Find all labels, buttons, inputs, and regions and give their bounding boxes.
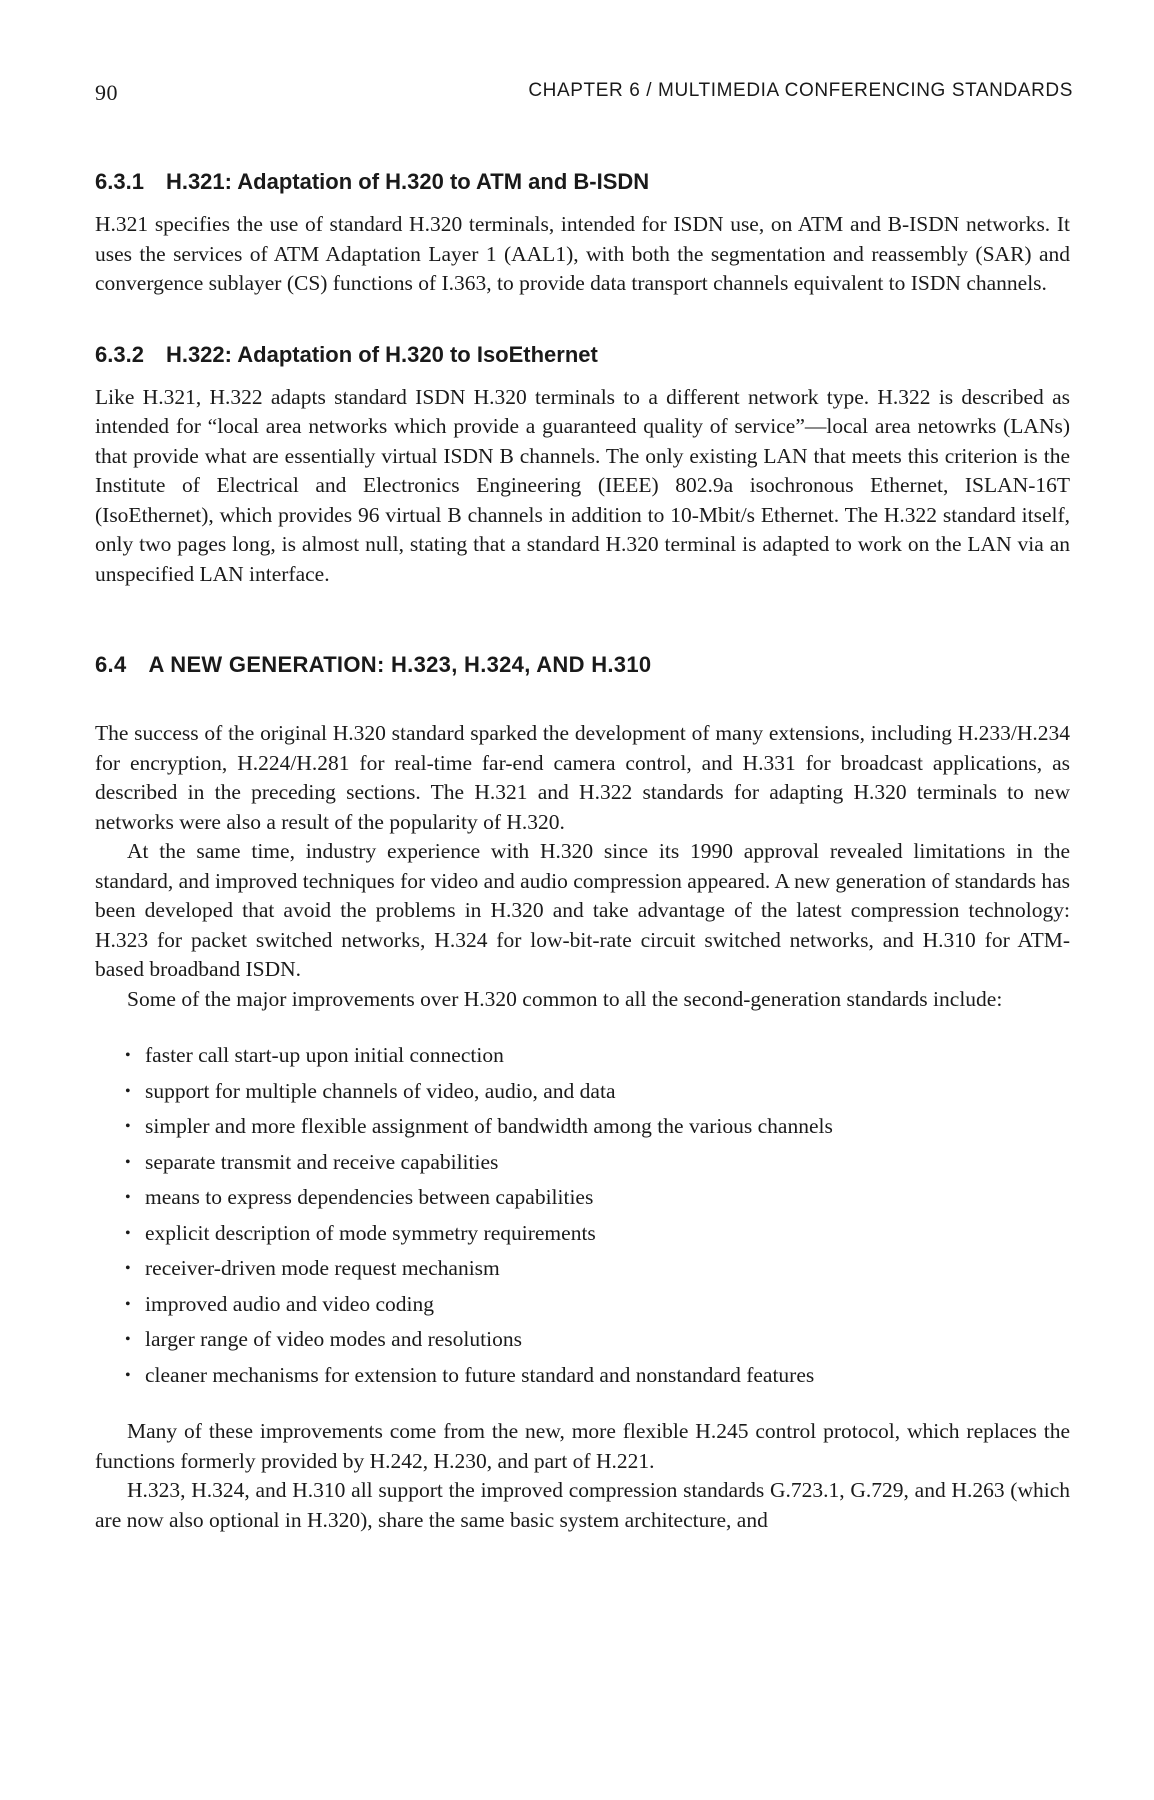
list-item: • explicit description of mode symmetry requirements	[125, 1216, 1070, 1252]
paragraph-h321: H.321 specifies the use of standard H.320 terminals, intended for ISDN use, on ATM and B-ISDN networks. It uses the services of ATM Adaptation Layer 1 (AAL1), with both the segmentation and reassembly (SAR) and convergence sublayer (CS) functions of I.363, to provide data transport channels equivalent to ISDN channels.	[95, 212, 1070, 295]
section-number: 6.3.2	[95, 341, 144, 367]
paragraph-h322: Like H.321, H.322 adapts standard ISDN H.320 terminals to a different network type. H.322 is described as intended for “local area networks which provide a guaranteed quality of service”—local area netowrks (LANs) that provide what are essentially virtual ISDN B channels. The only existing LAN that meets this criterion is the Institute of Electrical and Electronics Engineering (IEEE) 802.9a isochronous Ethernet, ISLAN-16T (IsoEthernet), which provides 96 virtual B channels in addition to 10-Mbit/s Ethernet. The H.322 standard itself, only two pages long, is almost null, stating that a standard H.320 terminal is adapted to work on the LAN via an unspecified LAN interface.	[95, 384, 1070, 586]
list-item: • support for multiple channels of video, audio, and data	[125, 1074, 1070, 1110]
section-heading-6-3-1	[95, 168, 1070, 196]
section-title: H.322: Adaptation of H.320 to IsoEthernet	[165, 341, 598, 367]
list-item: • larger range of video modes and resolutions	[125, 1322, 1070, 1358]
section-title: H.321: Adaptation of H.320 to ATM and B-ISDN	[165, 169, 650, 194]
section-number: 6.3.1	[95, 169, 144, 194]
page-number: 90	[95, 80, 118, 105]
list-item: • faster call start-up upon initial connection	[125, 1038, 1070, 1074]
section-number: 6.4	[95, 652, 127, 677]
list-item: • cleaner mechanisms for extension to future standard and nonstandard features	[125, 1358, 1070, 1394]
running-head: CHAPTER 6 / MULTIMEDIA CONFERENCING STANDARDS	[528, 80, 1073, 101]
list-item: • means to express dependencies between capabilities	[125, 1180, 1070, 1216]
paragraph-h245: Many of these improvements come from the new, more flexible H.245 control protocol, which replaces the functions formerly provided by H.242, H.230, and part of H.221.	[95, 1419, 1070, 1473]
section-heading-6-4	[95, 651, 1070, 679]
list-item: • separate transmit and receive capabilities	[125, 1145, 1070, 1181]
page-body	[95, 168, 1070, 1535]
list-item: • improved audio and video coding	[125, 1287, 1070, 1323]
paragraph-compression: H.323, H.324, and H.310 all support the improved compression standards G.723.1, G.729, and H.263 (which are now also optional in H.320), share the same basic system architecture, and	[95, 1478, 1070, 1532]
section-heading-6-3-2	[95, 341, 1070, 369]
improvements-list	[95, 1038, 1070, 1393]
paragraph-improvements-intro: Some of the major improvements over H.320 common to all the second-generation standards include:	[127, 986, 1003, 1011]
section-title: A NEW GENERATION: H.323, H.324, AND H.310	[148, 652, 652, 677]
paragraph-success: The success of the original H.320 standard sparked the development of many extensions, including H.233/H.234 for encryption, H.224/H.281 for real-time far-end camera control, and H.331 for broadcast applications, as described in the preceding sections. The H.321 and H.322 standards for adapting H.320 terminals to new networks were also a result of the popularity of H.320.	[95, 721, 1070, 834]
list-item: • simpler and more flexible assignment of bandwidth among the various channels	[125, 1109, 1070, 1145]
list-item: • receiver-driven mode request mechanism	[125, 1251, 1070, 1287]
paragraph-same-time: At the same time, industry experience with H.320 since its 1990 approval revealed limitations in the standard, and improved techniques for video and audio compression appeared. A new generation of standards has been developed that avoid the problems in H.320 and take advantage of the latest compression technology: H.323 for packet switched networks, H.324 for low-bit-rate circuit switched networks, and H.310 for ATM-based broadband ISDN.	[95, 839, 1070, 981]
